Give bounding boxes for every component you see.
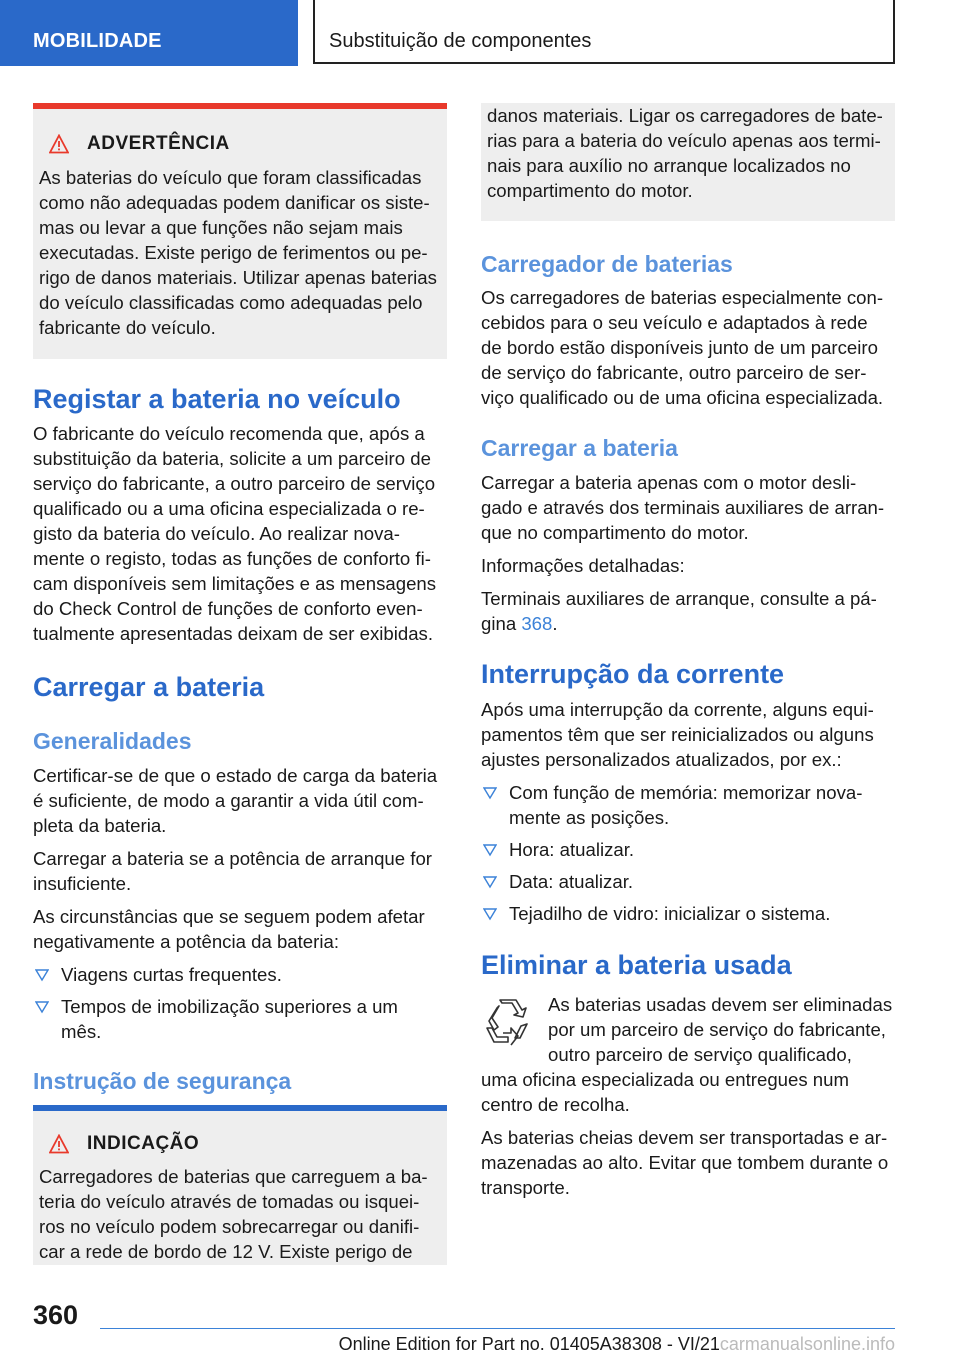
warning-triangle-icon: [49, 134, 69, 154]
chapter-title: Substituição de componentes: [313, 0, 895, 64]
heading-charge-battery-right: Carregar a bateria: [481, 435, 678, 461]
page-link-368[interactable]: 368: [521, 613, 553, 634]
heading-charger: Carregador de baterias: [481, 251, 733, 277]
heading-general: Generalidades: [33, 728, 192, 754]
disposal-text-wrap: As baterias usadas devem ser eliminadas por um parceiro de serviço do fabricante, outro parceiro de serviço qualificado,: [548, 994, 893, 1065]
triangle-bullet-icon: [35, 968, 49, 982]
footer-divider: [100, 1328, 895, 1329]
list-item: Tejadilho de vidro: inicializar o sistema.: [481, 901, 901, 926]
circumstances-list: [33, 962, 453, 1044]
triangle-bullet-icon: [483, 843, 497, 857]
page-number: 360: [33, 1300, 79, 1330]
triangle-bullet-icon: [483, 786, 497, 800]
charger-text: Os carregadores de baterias especialmente con- cebidos para o seu veículo e adaptados à rede de bordo estão disponíveis junto de um parceiro de serviço do fabricante, outro parceiro de ser- viço qualificado ou de uma oficina especializada.: [481, 287, 884, 408]
notice-title: INDICAÇÃO: [33, 1133, 199, 1155]
charge-battery-text: Carregar a bateria apenas com o motor desli- gado e através dos terminais auxiliares de arran- que no compartimento do motor. Informações detalhadas: Terminais auxiliares de arranque, consulte a pá- gina 368.: [481, 472, 885, 634]
page-header: [0, 0, 960, 66]
section-tab: MOBILIDADE: [0, 0, 298, 66]
list-item: Tempos de imobilização superiores a um mês.: [33, 994, 453, 1044]
watermark: carmanualsonline.info: [719, 1334, 895, 1354]
notice-bar: [33, 1105, 447, 1111]
triangle-bullet-icon: [35, 1000, 49, 1014]
heading-power-interruption: Interrupção da corrente: [481, 659, 785, 689]
warning-text: As baterias do veículo que foram classificadas como não adequadas podem danificar os siste- mas ou levar a que funções não sejam mais executadas. Existe perigo de ferimentos ou pe- rigo de danos materiais. Utilizar apenas baterias do veículo classificadas como adequadas pelo fabricante do veículo.: [39, 167, 437, 338]
warning-triangle-icon: [49, 1134, 69, 1154]
interruption-list: [481, 780, 901, 926]
list-item: Com função de memória: memorizar nova- mente as posições.: [481, 780, 901, 830]
heading-register-battery: Registar a bateria no veículo: [33, 384, 401, 414]
triangle-bullet-icon: [483, 875, 497, 889]
list-item: Data: atualizar.: [481, 869, 901, 894]
warning-box: [33, 103, 447, 359]
list-item: Hora: atualizar.: [481, 837, 901, 862]
heading-safety: Instrução de segurança: [33, 1068, 292, 1094]
warning-title: ADVERTÊNCIA: [33, 133, 230, 155]
footer-edition: Online Edition for Part no. 01405A38308 - VI/21carmanualsonline.info: [338, 1334, 895, 1354]
heading-charge-battery: Carregar a bateria: [33, 672, 265, 702]
disposal-text: uma oficina especializada ou entregues num centro de recolha. As baterias cheias devem ser transportadas e ar- mazenadas ao alto. Evitar que tombem durante o transporte.: [481, 1069, 889, 1198]
heading-dispose-battery: Eliminar a bateria usada: [481, 950, 792, 980]
recycle-icon: [483, 998, 531, 1048]
general-text: Certificar-se de que o estado de carga da bateria é suficiente, de modo a garantir a vida útil com- pleta da bateria. Carregar a bateria se a potência de arranque for insuficiente. As circunstâncias que se seguem podem afetar negativamente a potência da bateria: Viagens curtas frequentes. Tempos de imobilização superiores a um mês.: [33, 763, 453, 1044]
notice-box-continued: [481, 103, 895, 221]
notice-box: [33, 1105, 447, 1265]
interruption-text: Após uma interrupção da corrente, alguns equi- pamentos têm que ser reinicializados ou alguns ajustes personalizados atualizados, por ex.: Com função de memória: memorizar nova- mente as posições. Hora: atualizar. Data: atualizar. Tejadilho de vidro: inicializar o sistema.: [481, 697, 901, 926]
warning-bar: [33, 103, 447, 109]
triangle-bullet-icon: [483, 907, 497, 921]
notice-text: Carregadores de baterias que carreguem a ba- teria do veículo através de tomadas ou isquei- ros no veículo podem sobrecarregar ou danifi- car a rede de bordo de 12 V. Existe perigo de: [39, 1166, 428, 1262]
list-item: Viagens curtas frequentes.: [33, 962, 453, 987]
notice-text-continued: danos materiais. Ligar os carregadores de bate- rias para a bateria do veículo apenas aos termi- nais para auxílio no arranque localizados no compartimento do motor.: [487, 105, 883, 201]
register-text: O fabricante do veículo recomenda que, após a substituição da bateria, solicite a um parceiro de serviço do fabricante, a outro parceiro de serviço qualificado ou a uma oficina especializada o re- gisto da bateria do veículo. Ao realizar nova- mente o registo, todas as funções de conforto fi- cam disponíveis sem limitações e as mensagens do Check Control de funções de conforto even- tualmente apresentadas deixam de ser exibidas.: [33, 423, 437, 644]
